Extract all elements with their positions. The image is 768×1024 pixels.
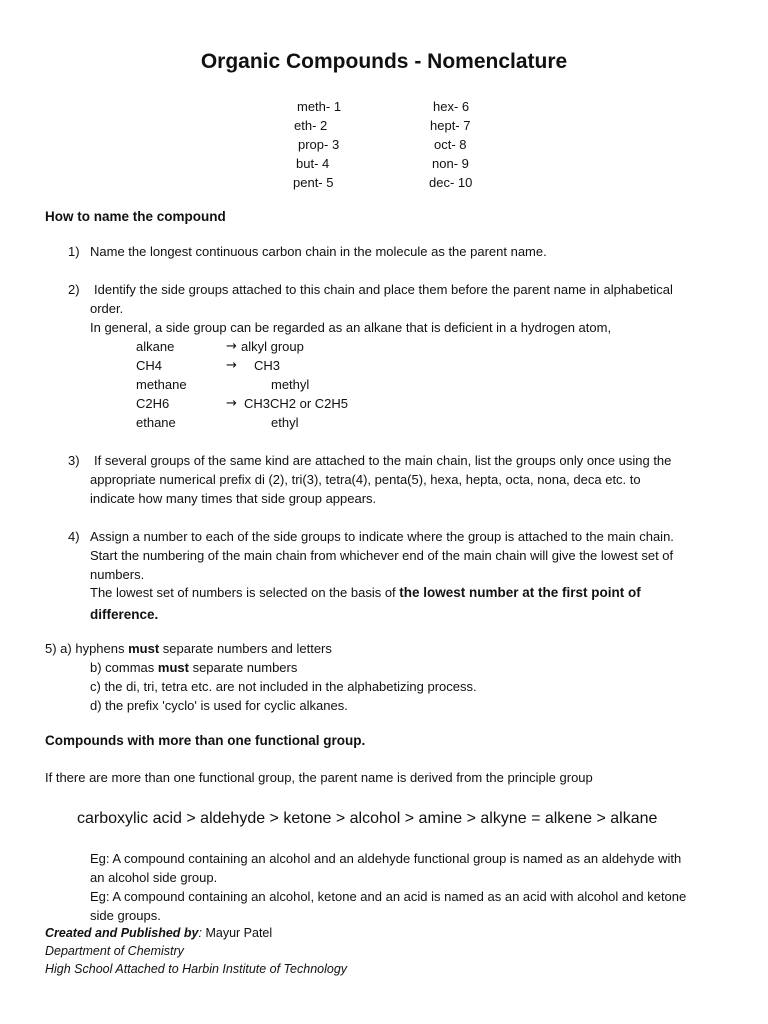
arrow-icon: → (226, 358, 237, 373)
list-item-cont (90, 585, 641, 600)
list-item-cont: numbers. (90, 567, 145, 582)
list-item-cont: indicate how many times that side group appears. (90, 491, 377, 506)
list-item: Assign a number to each of the side groups to indicate where the group is attached to the main chain. (90, 529, 674, 544)
alkyl-right: ethyl (271, 415, 299, 430)
example-text: an alcohol side group. (90, 870, 218, 885)
alkyl-right: CH3CH2 or C2H5 (244, 396, 349, 411)
prefix-item: but- 4 (296, 156, 330, 171)
prefix-item: dec- 10 (429, 175, 473, 190)
list-item (45, 641, 332, 656)
list-text: 5) a) hyphens (45, 641, 129, 656)
alkyl-right: alkyl group (241, 339, 304, 354)
credit-label: Created and Published by (45, 926, 199, 940)
priority-order: carboxylic acid > aldehyde > ketone > alcohol > amine > alkyne = alkene > alkane (77, 810, 658, 827)
alkyl-left: ethane (136, 415, 176, 430)
functional-intro: If there are more than one functional group, the parent name is derived from the principle group (45, 770, 593, 785)
footer-school: High School Attached to Harbin Institute of Technology (45, 962, 348, 976)
prefix-item: eth- 2 (294, 118, 328, 133)
prefix-item: pent- 5 (293, 175, 334, 190)
prefix-item: oct- 8 (434, 137, 467, 152)
alkyl-right: CH3 (254, 358, 281, 373)
alkyl-left: CH4 (136, 358, 163, 373)
emphasis-text: must (128, 641, 160, 656)
list-item: If several groups of the same kind are attached to the main chain, list the groups only once using the (94, 453, 672, 468)
list-item-cont: order. (90, 301, 124, 316)
list-item (90, 660, 297, 675)
alkyl-right: methyl (271, 377, 310, 392)
emphasis-text: difference. (90, 607, 159, 622)
arrow-icon: → (226, 396, 237, 411)
how-to-heading: How to name the compound (45, 209, 226, 224)
emphasis-text: the lowest number at the first point of (399, 585, 641, 600)
example-text: side groups. (90, 908, 161, 923)
list-text: The lowest set of numbers is selected on the basis of (90, 585, 400, 600)
arrow-icon: → (226, 339, 237, 354)
credit-name: Mayur Patel (202, 926, 273, 940)
example-text: Eg: A compound containing an alcohol and an aldehyde functional group is named as an aldehyde with (90, 851, 682, 866)
footer-credit (45, 926, 272, 940)
page-title: Organic Compounds - Nomenclature (200, 50, 568, 73)
list-number: 1) (68, 244, 80, 259)
list-item: d) the prefix 'cyclo' is used for cyclic alkanes. (90, 698, 348, 713)
list-item: c) the di, tri, tetra etc. are not included in the alphabetizing process. (90, 679, 477, 694)
prefix-item: hex- 6 (433, 99, 470, 114)
list-text: separate numbers and letters (159, 641, 332, 656)
list-item: Identify the side groups attached to this chain and place them before the parent name in alphabetical (94, 282, 673, 297)
list-item-cont: In general, a side group can be regarded as an alkane that is deficient in a hydrogen atom, (90, 320, 612, 335)
prefix-item: meth- 1 (297, 99, 342, 114)
list-text: b) commas (90, 660, 158, 675)
prefix-item: prop- 3 (298, 137, 340, 152)
list-item-cont: appropriate numerical prefix di (2), tri(3), tetra(4), penta(5), hexa, hepta, octa, nona, deca etc. to (90, 472, 641, 487)
list-item-cont: Start the numbering of the main chain from whichever end of the main chain will give the lowest set of (90, 548, 674, 563)
alkyl-left: C2H6 (136, 396, 170, 411)
list-number: 4) (68, 529, 80, 544)
list-number: 3) (68, 453, 80, 468)
emphasis-text: must (157, 660, 189, 675)
list-item: Name the longest continuous carbon chain in the molecule as the parent name. (90, 244, 547, 259)
example-text: Eg: A compound containing an alcohol, ketone and an acid is named as an acid with alcohol and ketone (90, 889, 687, 904)
prefix-item: hept- 7 (430, 118, 471, 133)
credit-sep: : (198, 926, 202, 940)
prefix-item: non- 9 (432, 156, 469, 171)
footer-department: Department of Chemistry (45, 944, 184, 958)
list-number: 2) (68, 282, 80, 297)
alkyl-left: methane (136, 377, 187, 392)
alkyl-left: alkane (136, 339, 175, 354)
functional-heading: Compounds with more than one functional group. (45, 733, 366, 748)
list-text: separate numbers (188, 660, 298, 675)
